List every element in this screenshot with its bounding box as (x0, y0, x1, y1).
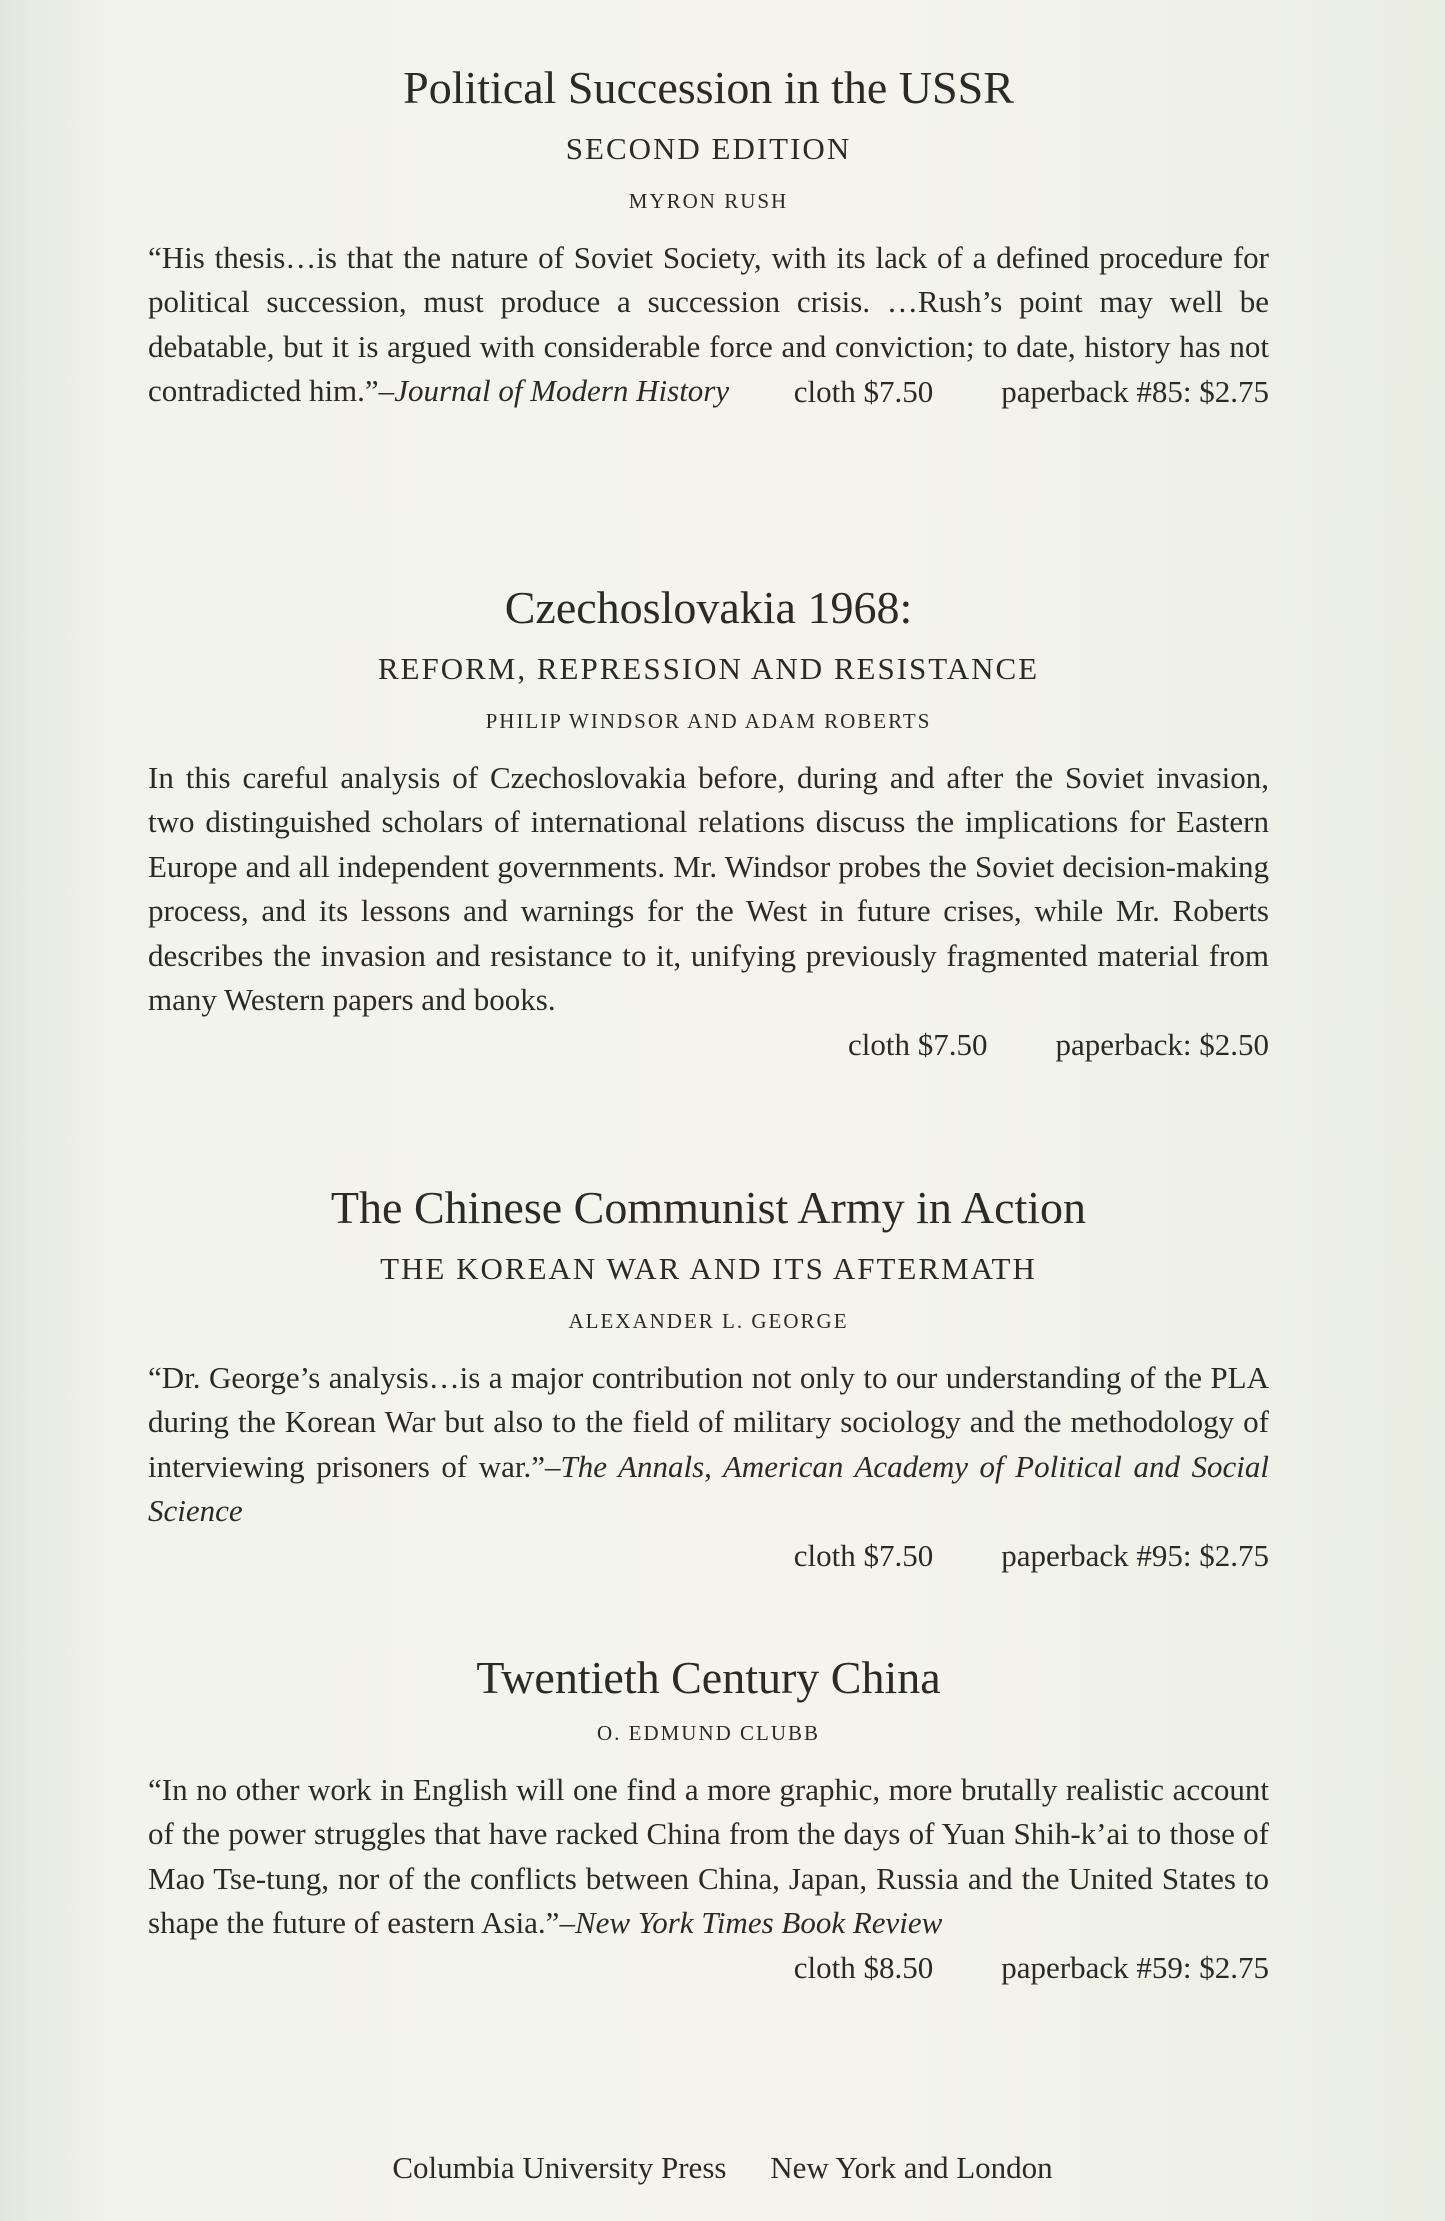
book-blurb: In this careful analysis of Czechoslovakia before, during and after the Soviet invasion, two distinguished scholars of international relations discuss the implications for Eastern Europe and all independent governments. Mr. Windsor probes the Soviet decision-making process, and its lessons and warnings for the West in future crises, while Mr. Roberts describes the invasion and resistance to it, unifying previously fragmented material from many Western papers and books. (148, 759, 1269, 1018)
publisher-name: Columbia University Press (392, 2150, 727, 2185)
book-prices (148, 1534, 1269, 1578)
book-title: Political Succession in the USSR (403, 62, 1014, 113)
cloth-price: cloth $8.50 (793, 1949, 934, 1985)
book-entry-czechoslovakia (148, 582, 1269, 1182)
paperback-price: paperback #59: $2.75 (1001, 1949, 1269, 1985)
book-blurb (148, 1768, 1269, 1946)
book-title: The Chinese Communist Army in Action (330, 1182, 1087, 1233)
book-subtitle: REFORM, REPRESSION AND RESISTANCE (377, 650, 1040, 686)
book-prices (148, 1023, 1269, 1067)
book-prices (148, 1946, 1269, 1990)
book-author: PHILIP WINDSOR AND ADAM ROBERTS (485, 708, 932, 733)
book-entry-chinese-army (148, 1182, 1269, 1652)
cloth-price: cloth $7.50 (793, 1537, 934, 1573)
paperback-price: paperback #95: $2.75 (1001, 1537, 1269, 1573)
blurb-source: New York Times Book Review (574, 1905, 943, 1941)
blurb-source: Journal of Modern History (394, 373, 730, 409)
book-entry-twentieth-century-china (148, 1652, 1269, 2117)
book-author: O. EDMUND CLUBB (596, 1720, 821, 1745)
paperback-price: paperback: $2.50 (1055, 1026, 1269, 1062)
book-blurb (148, 1356, 1269, 1534)
book-author: MYRON RUSH (628, 188, 789, 213)
book-title: Czechoslovakia 1968: (504, 582, 913, 633)
publisher-location: New York and London (770, 2150, 1053, 2185)
cloth-price: cloth $7.50 (848, 1026, 988, 1062)
book-author: ALEXANDER L. GEORGE (568, 1308, 849, 1333)
book-subtitle: SECOND EDITION (565, 130, 852, 166)
cloth-price: cloth $7.50 (793, 373, 934, 409)
book-subtitle: THE KOREAN WAR AND ITS AFTERMATH (380, 1250, 1037, 1286)
book-title: Twentieth Century China (476, 1652, 941, 1703)
blurb-text: “His thesis…is that the nature of Soviet Society, with its lack of a defined procedure for political succession, must produce a succession crisis. …Rush’s point may well be debatable, but it is argued with considerable force and conviction; to date, history has not contradicted him.”– (148, 239, 1269, 409)
blurb-source: The Annals, American Academy of Political and Social Science (148, 1448, 1269, 1529)
blurb-text: “Dr. George’s analysis…is a major contribution not only to our understanding of the PLA during the Korean War but also to the field of military sociology and the methodology of interviewing prisoners of war.”– (148, 1359, 1269, 1484)
publisher-footer (0, 2150, 1445, 2186)
book-entry-political-succession (148, 62, 1269, 582)
paperback-price: paperback #85: $2.75 (1001, 373, 1269, 409)
blurb-text: “In no other work in English will one find a more graphic, more brutally realistic account of the power struggles that have racked China from the days of Yuan Shih-k’ai to those of Mao Tse-tung, nor of the conflicts between China, Japan, Russia and the United States to shape the future of eastern Asia.”– (148, 1771, 1269, 1941)
